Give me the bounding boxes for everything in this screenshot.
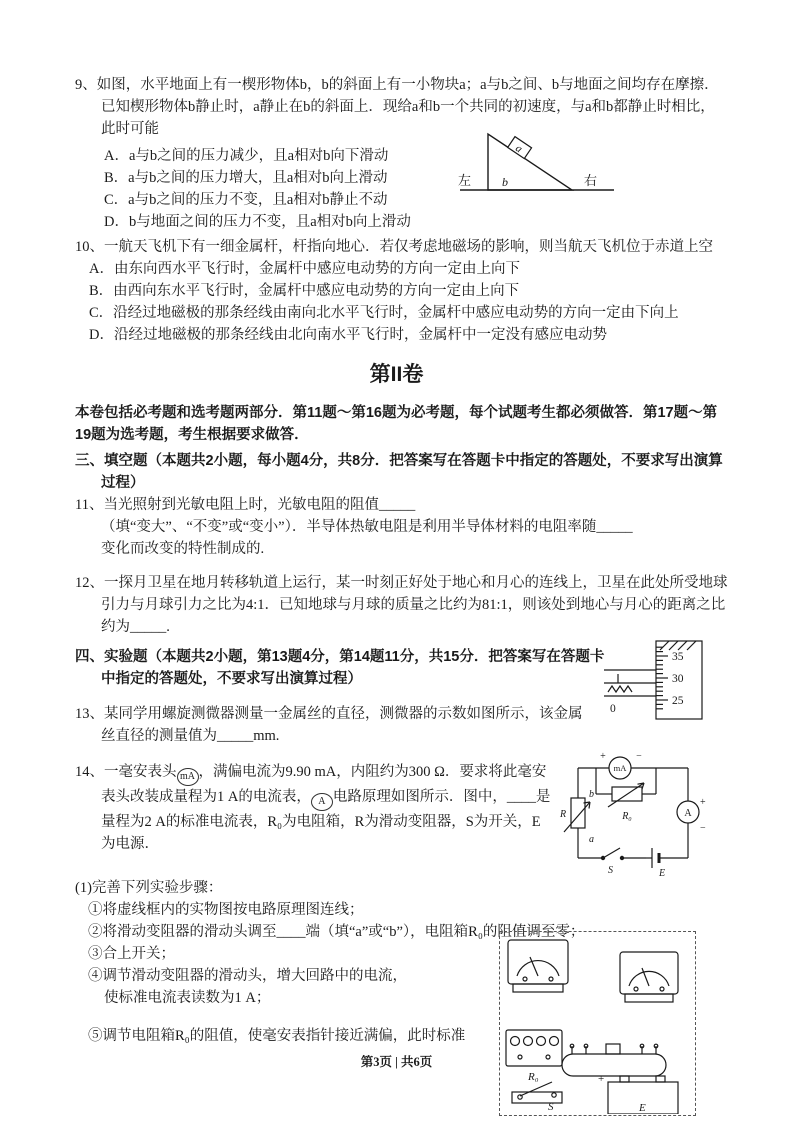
circuit-a-meter-label: A bbox=[684, 808, 692, 819]
section-3-heading: 三、填空题（本题共2小题，每小题4分，共8分．把答案写在答题卡中指定的答题处，不要求写出演算过程） bbox=[75, 453, 723, 491]
wedge-b-label: b bbox=[502, 175, 508, 189]
q14-text-3: 电路原理如图所示．图中，____是量程为2 A的标准电流表，R₀为电阻箱，R为滑动变阻器，S为开关，E为电源． bbox=[101, 789, 551, 852]
milliammeter-symbol-icon: mA bbox=[177, 768, 199, 786]
q14-text-2: ，满偏电流为9.90 mA，内阻约为300 Ω．要求将此毫安表头改装成量程为1 A的电流表， bbox=[101, 764, 547, 805]
apparatus-e-label: E bbox=[639, 1102, 646, 1114]
apparatus-r0-label: R₀ bbox=[528, 1071, 539, 1083]
wedge-block-a-label: a bbox=[513, 142, 525, 156]
q9-option-a: A．a与b之间的压力减少，且a相对b向下滑动 bbox=[104, 148, 389, 164]
q10-option-b: B．由西向东水平飞行时，金属杆中感应电动势的方向一定由上向下 bbox=[89, 283, 520, 299]
circuit-ma-meter-label: mA bbox=[613, 763, 627, 773]
circuit-r0-label: R₀ bbox=[622, 811, 632, 822]
q9-option-d: D．b与地面之间的压力不变，且a相对b向上滑动 bbox=[104, 214, 411, 230]
q10-option-c: C．沿经过地磁极的那条经线由南向北水平飞行时，金属杆中感应电动势的方向一定由下向上 bbox=[89, 305, 679, 321]
micrometer-tick-35: 35 bbox=[672, 651, 684, 663]
switch-icon bbox=[512, 1082, 562, 1103]
wedge-right-label: 右 bbox=[584, 173, 598, 188]
question-14-stem bbox=[75, 761, 553, 855]
q14-step-4-continued: 使标准电流表读数为1 A； bbox=[104, 990, 271, 1006]
q14-steps-intro: (1)完善下列实验步骤： bbox=[75, 880, 223, 896]
circuit-e-label: E bbox=[659, 868, 666, 879]
q14-step-5: ⑤调节电阻箱R₀的阻值，使毫安表指针接近满偏，此时标准 bbox=[88, 1028, 466, 1044]
question-11 bbox=[75, 494, 737, 560]
circuit-minus-right: − bbox=[700, 823, 706, 834]
circuit-s-label: S bbox=[608, 865, 613, 876]
q13-micrometer-figure bbox=[600, 636, 710, 724]
q14-step-1: ①将虚线框内的实物图按电路原理图连线； bbox=[88, 902, 364, 918]
question-10-stem: 10、一航天飞机下有一细金属杆，杆指向地心．若仅考虑地磁场的影响，则当航天飞机位于赤道上空 bbox=[75, 239, 713, 255]
q9-option-b: B．a与b之间的压力增大，且a相对b向上滑动 bbox=[104, 170, 388, 186]
section-4-heading: 四、实验题（本题共2小题，第13题4分，第14题11分，共15分．把答案写在答题卡中指定的答题处，不要求写出演算过程） bbox=[75, 649, 605, 687]
q14-step-3: ③合上开关； bbox=[88, 946, 175, 962]
q11-line-3: 变化而改变的特性制成的. bbox=[101, 541, 265, 557]
meter-2-icon bbox=[620, 952, 678, 1002]
micrometer-zero-label: 0 bbox=[610, 703, 616, 715]
q14-apparatus-figure bbox=[499, 931, 696, 1116]
q9-option-c: C．a与b之间的压力不变，且a相对b静止不动 bbox=[104, 192, 388, 208]
meter-1-icon bbox=[508, 940, 568, 992]
question-10-options bbox=[75, 258, 737, 346]
question-10 bbox=[75, 236, 737, 346]
part2-intro: 本卷包括必考题和选考题两部分．第11题～第16题为必考题，每个试题考生都必须做答．第17题～第19题为选考题，考生根据要求做答． bbox=[75, 405, 718, 443]
part2-title: 第II卷 bbox=[369, 363, 424, 386]
q14-text-1: 14、一毫安表头 bbox=[75, 764, 177, 780]
ammeter-symbol-icon: A bbox=[311, 793, 333, 811]
question-9-stem: 9、如图，水平地面上有一楔形物体b，b的斜面上有一小物块a；a与b之间、b与地面之间均存在摩擦．已知楔形物体b静止时，a静止在b的斜面上．现给a和b一个共同的初速度，与a和b都静止时相比，此时可能 bbox=[75, 77, 719, 137]
q10-option-a: A．由东向西水平飞行时，金属杆中感应电动势的方向一定由上向下 bbox=[89, 261, 520, 277]
circuit-plus-top: + bbox=[600, 751, 606, 762]
question-13: 13、某同学用螺旋测微器测量一金属丝的直径，测微器的示数如图所示，该金属丝直径的测量值为_____mm. bbox=[75, 706, 583, 744]
apparatus-s-label: S bbox=[548, 1101, 554, 1113]
apparatus-plus-label: + bbox=[598, 1073, 605, 1085]
circuit-r-label: R bbox=[560, 809, 567, 820]
micrometer-tick-25: 25 bbox=[672, 695, 684, 707]
q11-line-1: 11、当光照射到光敏电阻上时，光敏电阻的阻值_____ bbox=[75, 497, 416, 513]
q10-option-d: D．沿经过地磁极的那条经线由北向南水平飞行时，金属杆中一定没有感应电动势 bbox=[89, 327, 607, 343]
q14-step-4: ④调节滑动变阻器的滑动头，增大回路中的电流， bbox=[88, 968, 407, 984]
circuit-plus-right: + bbox=[700, 797, 706, 808]
q9-wedge-figure bbox=[450, 124, 620, 208]
wedge-left-label: 左 bbox=[458, 173, 472, 188]
page-footer: 第3页 | 共6页 bbox=[360, 1055, 433, 1069]
circuit-a-terminal: a bbox=[589, 834, 594, 845]
micrometer-tick-30: 30 bbox=[672, 673, 684, 685]
question-12: 12、一探月卫星在地月转移轨道上运行，某一时刻正好处于地心和月心的连线上，卫星在此处所受地球引力与月球引力之比为4:1．已知地球与月球的质量之比约为81:1，则该处到地心与月心的距离之比约为_____. bbox=[75, 575, 728, 635]
q14-step-2: ②将滑动变阻器的滑动头调至____端（填“a”或“b”），电阻箱R₀的阻值调至零； bbox=[88, 924, 585, 940]
circuit-minus-top: − bbox=[636, 751, 642, 762]
q11-line-2: （填“变大”、“不变”或“变小”）．半导体热敏电阻是利用半导体材料的电阻率随_____ bbox=[101, 519, 633, 535]
circuit-b-terminal: b bbox=[589, 789, 594, 800]
q14-circuit-figure bbox=[556, 746, 708, 880]
